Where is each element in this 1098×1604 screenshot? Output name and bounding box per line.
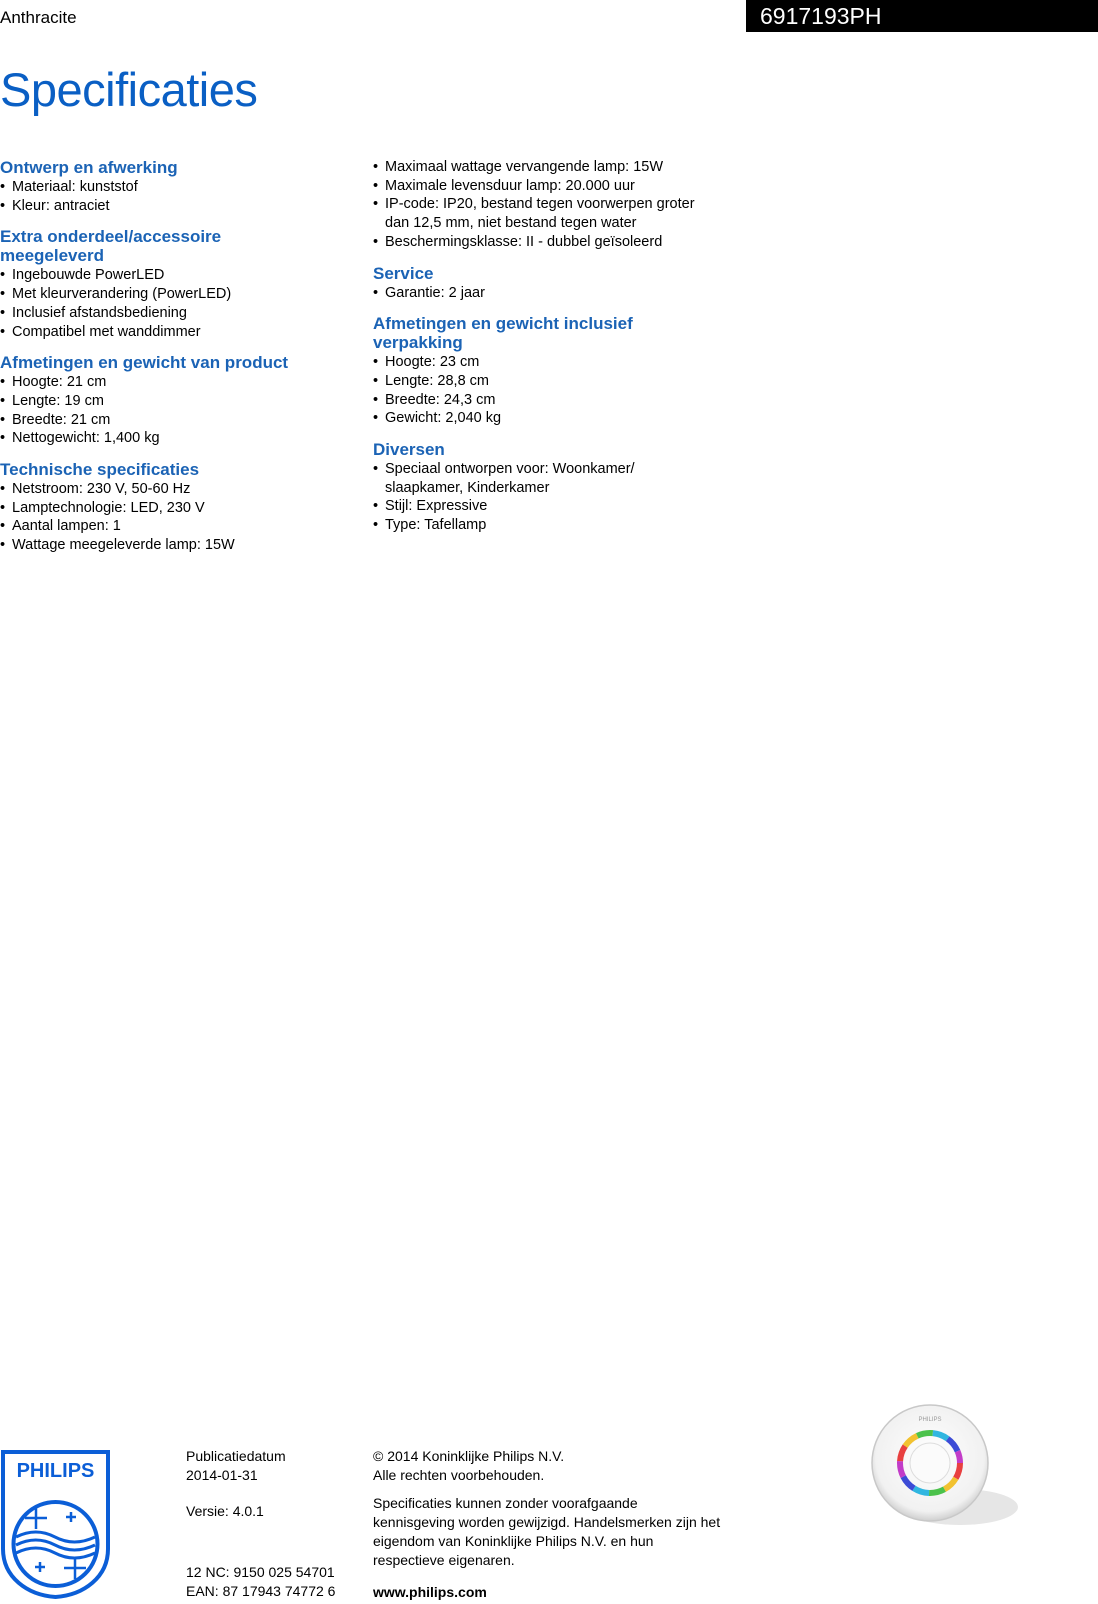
spec-item: • IP-code: IP20, bestand tegen voorwerpen groter dan 12,5 mm, niet bestand tegen water xyxy=(373,195,713,232)
section-heading: Diversen xyxy=(373,440,445,460)
section-heading: Ontwerp en afwerking xyxy=(0,158,178,177)
spec-section-product-dimensions xyxy=(0,353,360,448)
publication-date-label: Publicatiedatum xyxy=(186,1448,286,1464)
spec-item: • Ingebouwde PowerLED xyxy=(0,266,360,285)
spec-item: • Lengte: 19 cm xyxy=(0,392,360,411)
spec-item: • Lengte: 28,8 cm xyxy=(373,372,733,391)
spec-item: • Nettogewicht: 1,400 kg xyxy=(0,429,360,448)
spec-item: • Hoogte: 23 cm xyxy=(373,353,733,372)
spec-item: • Speciaal ontworpen voor: Woonkamer/ slaapkamer, Kinderkamer xyxy=(373,460,663,497)
remote-control-image xyxy=(868,1395,1018,1545)
spec-item: • Materiaal: kunststof xyxy=(0,178,360,197)
spec-column-left xyxy=(0,158,360,567)
spec-item: • Lamptechnologie: LED, 230 V xyxy=(0,499,360,518)
disclaimer-text: Specificaties kunnen zonder voorafgaande kennisgeving worden gewijzigd. Handelsmerken zijn het eigendom van Koninklijke Philips N.V. en hun respectieve eigenaren. xyxy=(373,1495,721,1568)
section-heading: Service xyxy=(373,263,434,283)
spec-item: • Garantie: 2 jaar xyxy=(373,284,733,303)
version-label: Versie: 4.0.1 xyxy=(186,1503,264,1520)
spec-section-accessories xyxy=(0,227,360,341)
remote-brand-text: PHILIPS xyxy=(918,1417,942,1423)
spec-item: • Wattage meegeleverde lamp: 15W xyxy=(0,536,360,555)
spec-item: • Breedte: 24,3 cm xyxy=(373,391,733,410)
rights-text: Alle rechten voorbehouden. xyxy=(373,1466,545,1483)
section-heading: Technische specificaties xyxy=(0,460,200,480)
spec-item: • Inclusief afstandsbediening xyxy=(0,304,360,323)
spec-item: • Stijl: Expressive xyxy=(373,497,663,516)
spec-item: • Aantal lampen: 1 xyxy=(0,517,360,536)
spec-item: • Type: Tafellamp xyxy=(373,516,663,535)
spec-item: • Compatibel met wanddimmer xyxy=(0,323,360,342)
copyright-text: © 2014 Koninklijke Philips N.V. xyxy=(373,1448,565,1464)
section-heading: Afmetingen en gewicht van product xyxy=(0,353,289,373)
spec-item: • Breedte: 21 cm xyxy=(0,411,360,430)
spec-item: • Met kleurverandering (PowerLED) xyxy=(0,285,360,304)
spec-section-technical xyxy=(0,460,360,555)
spec-item: • Hoogte: 21 cm xyxy=(0,373,360,392)
section-heading: Afmetingen en gewicht inclusief verpakking xyxy=(373,314,633,353)
spec-column-right xyxy=(373,158,733,547)
spec-section-technical-continued xyxy=(373,158,733,252)
spec-section-package-dimensions xyxy=(373,314,733,428)
spec-item: • Kleur: antraciet xyxy=(0,197,360,216)
spec-item: • Gewicht: 2,040 kg xyxy=(373,409,733,428)
ean-code: EAN: 87 17943 74772 6 xyxy=(186,1582,336,1599)
spec-section-service xyxy=(373,264,733,303)
logo-wordmark: PHILIPS xyxy=(16,1460,95,1482)
spec-section-misc xyxy=(373,440,733,535)
spec-item: • Beschermingsklasse: II - dubbel geïsoleerd xyxy=(373,233,713,252)
spec-section-design xyxy=(0,158,360,215)
spec-item: • Netstroom: 230 V, 50-60 Hz xyxy=(0,480,360,499)
publication-info xyxy=(186,1447,335,1601)
philips-shield-logo xyxy=(0,1449,111,1599)
page-title: Specificaties xyxy=(0,63,258,116)
spec-item: • Maximale levensduur lamp: 20.000 uur xyxy=(373,177,713,196)
website-link[interactable]: www.philips.com xyxy=(373,1584,487,1601)
spec-item: • Maximaal wattage vervangende lamp: 15W xyxy=(373,158,713,177)
legal-info xyxy=(373,1447,733,1602)
product-variant-label: Anthracite xyxy=(0,8,77,27)
model-code-badge: 6917193PH xyxy=(746,0,1098,32)
nc-code: 12 NC: 9150 025 54701 xyxy=(186,1564,335,1581)
section-heading: Extra onderdeel/accessoire meegeleverd xyxy=(0,227,222,266)
publication-date: 2014-01-31 xyxy=(186,1466,258,1483)
